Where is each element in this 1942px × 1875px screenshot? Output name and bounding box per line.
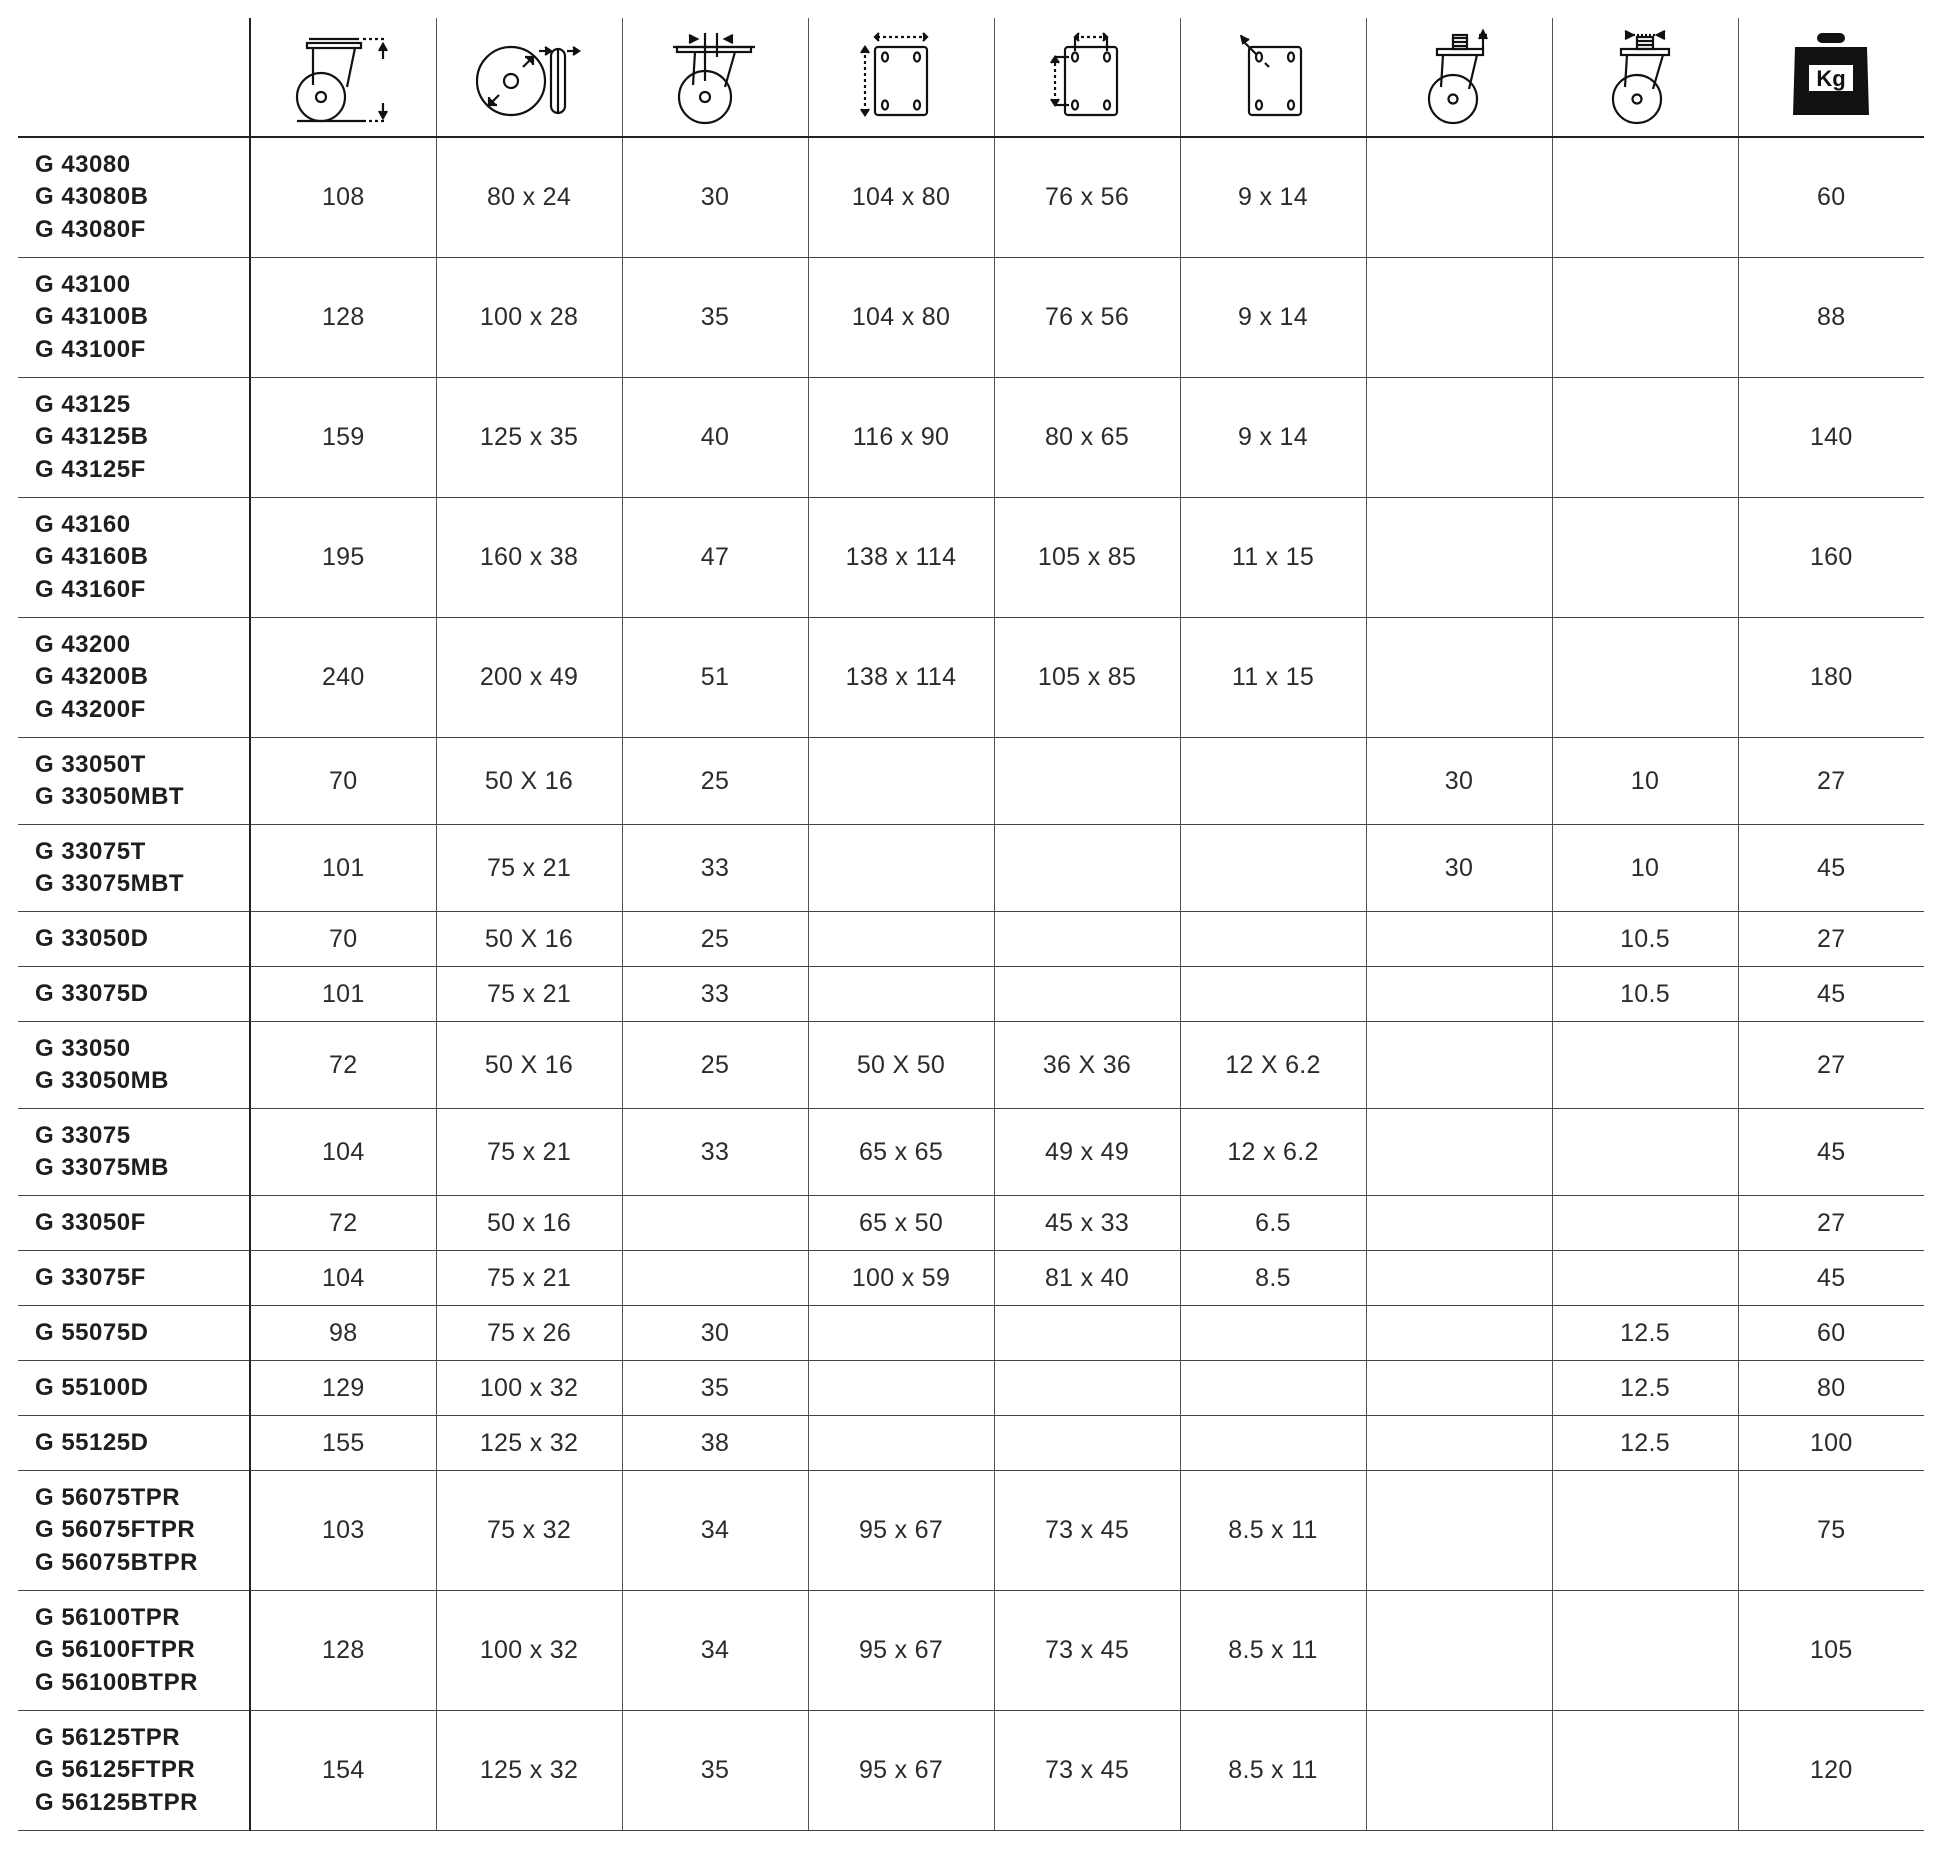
value-cell xyxy=(1366,912,1552,967)
model-code: G 33050 xyxy=(35,1034,131,1062)
value-cell: 35 xyxy=(622,1711,808,1831)
value-cell: 10 xyxy=(1552,738,1738,825)
value-cell: 75 x 32 xyxy=(436,1471,622,1591)
value-cell: 33 xyxy=(622,1109,808,1196)
model-code: G 33050MBT xyxy=(35,783,185,810)
value-cell xyxy=(1552,137,1738,258)
table-row xyxy=(18,912,1924,967)
header-col-stem-length xyxy=(1366,18,1552,137)
value-cell: 75 x 26 xyxy=(436,1306,622,1361)
value-cell: 100 x 32 xyxy=(436,1361,622,1416)
value-cell: 50 X 16 xyxy=(436,738,622,825)
threaded-stem-length-icon xyxy=(1399,27,1519,127)
value-cell: 30 xyxy=(622,1306,808,1361)
value-cell: 75 x 21 xyxy=(436,1109,622,1196)
value-cell: 40 xyxy=(622,378,808,498)
value-cell: 8.5 x 11 xyxy=(1180,1591,1366,1711)
value-cell xyxy=(1552,1711,1738,1831)
value-cell xyxy=(1552,498,1738,618)
value-cell xyxy=(1366,1022,1552,1109)
value-cell: 155 xyxy=(250,1416,436,1471)
model-code: G 43160 xyxy=(35,510,131,538)
table-row xyxy=(18,967,1924,1022)
bolt-hole-size-icon xyxy=(1213,27,1333,127)
value-cell: 47 xyxy=(622,498,808,618)
value-cell: 75 x 21 xyxy=(436,1251,622,1306)
model-code: G 43100B xyxy=(35,303,149,331)
model-code: G 55075D xyxy=(35,1318,149,1346)
value-cell: 45 x 33 xyxy=(994,1196,1180,1251)
model-code: G 43080 xyxy=(35,150,131,178)
value-cell: 35 xyxy=(622,258,808,378)
model-code: G 43200F xyxy=(35,695,146,723)
model-code: G 43160B xyxy=(35,543,149,571)
value-cell xyxy=(1366,1251,1552,1306)
value-cell: 100 x 59 xyxy=(808,1251,994,1306)
table-row xyxy=(18,1196,1924,1251)
value-cell: 95 x 67 xyxy=(808,1591,994,1711)
value-cell xyxy=(1552,1022,1738,1109)
model-code: G 55100D xyxy=(35,1373,149,1401)
value-cell xyxy=(808,1361,994,1416)
value-cell xyxy=(1366,137,1552,258)
value-cell: 160 xyxy=(1738,498,1924,618)
value-cell xyxy=(1552,1591,1738,1711)
model-code: G 33075 xyxy=(35,1121,131,1149)
value-cell: 195 xyxy=(250,498,436,618)
value-cell: 103 xyxy=(250,1471,436,1591)
value-cell xyxy=(994,1416,1180,1471)
value-cell: 104 x 80 xyxy=(808,137,994,258)
caster-overall-height-icon xyxy=(283,27,403,127)
value-cell xyxy=(808,967,994,1022)
table-row xyxy=(18,1361,1924,1416)
value-cell xyxy=(994,825,1180,912)
value-cell xyxy=(1366,1109,1552,1196)
value-cell xyxy=(1366,1361,1552,1416)
value-cell: 125 x 35 xyxy=(436,378,622,498)
value-cell: 8.5 x 11 xyxy=(1180,1711,1366,1831)
value-cell: 33 xyxy=(622,825,808,912)
table-row xyxy=(18,618,1924,738)
table-row xyxy=(18,1306,1924,1361)
value-cell: 80 x 24 xyxy=(436,137,622,258)
value-cell: 50 X 16 xyxy=(436,1022,622,1109)
table-row xyxy=(18,498,1924,618)
value-cell xyxy=(1552,258,1738,378)
model-cell xyxy=(18,1196,250,1251)
model-code: G 33050T xyxy=(35,750,146,778)
value-cell: 38 xyxy=(622,1416,808,1471)
value-cell: 76 x 56 xyxy=(994,258,1180,378)
value-cell: 45 xyxy=(1738,825,1924,912)
table-row xyxy=(18,1022,1924,1109)
value-cell xyxy=(994,738,1180,825)
model-cell xyxy=(18,1109,250,1196)
model-cell xyxy=(18,1471,250,1591)
value-cell: 30 xyxy=(622,137,808,258)
value-cell: 36 X 36 xyxy=(994,1022,1180,1109)
value-cell: 75 x 21 xyxy=(436,967,622,1022)
value-cell: 45 xyxy=(1738,1109,1924,1196)
value-cell: 10.5 xyxy=(1552,912,1738,967)
value-cell: 27 xyxy=(1738,738,1924,825)
value-cell: 12.5 xyxy=(1552,1361,1738,1416)
model-code: G 56075FTPR xyxy=(35,1516,196,1544)
model-code: G 33050D xyxy=(35,924,149,952)
value-cell: 104 xyxy=(250,1251,436,1306)
value-cell: 72 xyxy=(250,1022,436,1109)
value-cell xyxy=(1552,618,1738,738)
value-cell: 128 xyxy=(250,258,436,378)
model-cell xyxy=(18,1711,250,1831)
value-cell xyxy=(1180,912,1366,967)
model-code: G 56075BTPR xyxy=(35,1548,198,1576)
model-code: G 56100TPR xyxy=(35,1603,181,1631)
model-code: G 43125F xyxy=(35,455,146,483)
value-cell: 45 xyxy=(1738,1251,1924,1306)
model-cell xyxy=(18,967,250,1022)
stem-diameter-icon xyxy=(1585,27,1705,127)
model-code: G 43200 xyxy=(35,630,131,658)
value-cell: 100 x 32 xyxy=(436,1591,622,1711)
model-cell xyxy=(18,1591,250,1711)
header-col-top-plate xyxy=(808,18,994,137)
value-cell: 200 x 49 xyxy=(436,618,622,738)
value-cell: 70 xyxy=(250,912,436,967)
value-cell xyxy=(1366,498,1552,618)
value-cell: 100 xyxy=(1738,1416,1924,1471)
value-cell: 70 xyxy=(250,738,436,825)
bolt-hole-spacing-icon xyxy=(1027,27,1147,127)
value-cell: 159 xyxy=(250,378,436,498)
value-cell: 25 xyxy=(622,912,808,967)
value-cell: 60 xyxy=(1738,137,1924,258)
value-cell: 104 xyxy=(250,1109,436,1196)
value-cell xyxy=(1180,1361,1366,1416)
model-cell xyxy=(18,1022,250,1109)
value-cell xyxy=(1366,1196,1552,1251)
value-cell: 35 xyxy=(622,1361,808,1416)
value-cell: 116 x 90 xyxy=(808,378,994,498)
header-row xyxy=(18,18,1924,137)
table-row xyxy=(18,825,1924,912)
wheel-diameter-width-icon xyxy=(469,27,589,127)
value-cell: 105 x 85 xyxy=(994,498,1180,618)
value-cell: 140 xyxy=(1738,378,1924,498)
value-cell: 6.5 xyxy=(1180,1196,1366,1251)
value-cell: 105 x 85 xyxy=(994,618,1180,738)
model-code: G 56100BTPR xyxy=(35,1668,198,1696)
header-col-load-capacity xyxy=(1738,18,1924,137)
load-capacity-kg-icon xyxy=(1771,27,1891,127)
model-cell xyxy=(18,1306,250,1361)
value-cell: 45 xyxy=(1738,967,1924,1022)
value-cell: 27 xyxy=(1738,1196,1924,1251)
value-cell: 129 xyxy=(250,1361,436,1416)
model-cell xyxy=(18,498,250,618)
model-code: G 43100 xyxy=(35,270,131,298)
value-cell: 125 x 32 xyxy=(436,1416,622,1471)
value-cell: 105 xyxy=(1738,1591,1924,1711)
value-cell: 154 xyxy=(250,1711,436,1831)
value-cell: 125 x 32 xyxy=(436,1711,622,1831)
model-cell xyxy=(18,137,250,258)
model-code: G 33075D xyxy=(35,979,149,1007)
value-cell: 11 x 15 xyxy=(1180,618,1366,738)
value-cell: 104 x 80 xyxy=(808,258,994,378)
table-row xyxy=(18,1416,1924,1471)
model-cell xyxy=(18,618,250,738)
model-cell xyxy=(18,912,250,967)
model-code: G 33050MB xyxy=(35,1067,169,1094)
value-cell: 49 x 49 xyxy=(994,1109,1180,1196)
value-cell: 10 xyxy=(1552,825,1738,912)
value-cell: 27 xyxy=(1738,1022,1924,1109)
value-cell: 9 x 14 xyxy=(1180,378,1366,498)
value-cell: 108 xyxy=(250,137,436,258)
table-body xyxy=(18,137,1924,1831)
value-cell: 25 xyxy=(622,738,808,825)
value-cell: 65 x 50 xyxy=(808,1196,994,1251)
model-cell xyxy=(18,1361,250,1416)
value-cell: 50 X 16 xyxy=(436,912,622,967)
table-row xyxy=(18,1711,1924,1831)
value-cell: 95 x 67 xyxy=(808,1711,994,1831)
value-cell: 11 x 15 xyxy=(1180,498,1366,618)
value-cell: 9 x 14 xyxy=(1180,137,1366,258)
value-cell xyxy=(808,1416,994,1471)
value-cell: 30 xyxy=(1366,825,1552,912)
model-code: G 43100F xyxy=(35,335,146,363)
header-col-stem-diameter xyxy=(1552,18,1738,137)
value-cell xyxy=(1552,1251,1738,1306)
value-cell: 120 xyxy=(1738,1711,1924,1831)
value-cell: 50 X 50 xyxy=(808,1022,994,1109)
model-cell xyxy=(18,258,250,378)
value-cell: 138 x 114 xyxy=(808,498,994,618)
model-code: G 56125BTPR xyxy=(35,1788,198,1816)
model-cell xyxy=(18,1416,250,1471)
value-cell: 50 x 16 xyxy=(436,1196,622,1251)
model-code: G 55125D xyxy=(35,1428,149,1456)
value-cell xyxy=(808,825,994,912)
value-cell xyxy=(1366,1711,1552,1831)
value-cell xyxy=(808,738,994,825)
value-cell xyxy=(1366,967,1552,1022)
value-cell xyxy=(1180,1306,1366,1361)
value-cell: 9 x 14 xyxy=(1180,258,1366,378)
table-header xyxy=(18,18,1924,137)
value-cell xyxy=(994,912,1180,967)
value-cell: 65 x 65 xyxy=(808,1109,994,1196)
model-code: G 56125TPR xyxy=(35,1723,181,1751)
value-cell: 80 x 65 xyxy=(994,378,1180,498)
value-cell xyxy=(1366,1416,1552,1471)
model-code: G 33075F xyxy=(35,1263,146,1291)
value-cell: 72 xyxy=(250,1196,436,1251)
table-row xyxy=(18,258,1924,378)
value-cell: 34 xyxy=(622,1591,808,1711)
value-cell xyxy=(1552,378,1738,498)
value-cell: 101 xyxy=(250,967,436,1022)
value-cell xyxy=(808,1306,994,1361)
value-cell: 160 x 38 xyxy=(436,498,622,618)
value-cell: 138 x 114 xyxy=(808,618,994,738)
value-cell xyxy=(1366,618,1552,738)
table-row xyxy=(18,137,1924,258)
value-cell: 10.5 xyxy=(1552,967,1738,1022)
model-code: G 43125B xyxy=(35,423,149,451)
value-cell xyxy=(994,967,1180,1022)
table-row xyxy=(18,1471,1924,1591)
value-cell: 30 xyxy=(1366,738,1552,825)
model-code: G 33050F xyxy=(35,1208,146,1236)
value-cell: 73 x 45 xyxy=(994,1471,1180,1591)
header-col-offset xyxy=(622,18,808,137)
value-cell: 180 xyxy=(1738,618,1924,738)
value-cell: 76 x 56 xyxy=(994,137,1180,258)
value-cell: 25 xyxy=(622,1022,808,1109)
model-code: G 33075MB xyxy=(35,1154,169,1181)
value-cell: 88 xyxy=(1738,258,1924,378)
value-cell xyxy=(1366,258,1552,378)
value-cell xyxy=(1180,738,1366,825)
model-code: G 56125FTPR xyxy=(35,1756,196,1784)
table-row xyxy=(18,1109,1924,1196)
value-cell: 12.5 xyxy=(1552,1416,1738,1471)
value-cell: 8.5 xyxy=(1180,1251,1366,1306)
header-col-overall-height xyxy=(250,18,436,137)
value-cell: 12 x 6.2 xyxy=(1180,1109,1366,1196)
wheel-offset-icon xyxy=(655,27,775,127)
value-cell: 73 x 45 xyxy=(994,1591,1180,1711)
value-cell xyxy=(622,1251,808,1306)
value-cell xyxy=(808,912,994,967)
value-cell: 100 x 28 xyxy=(436,258,622,378)
model-code: G 33075MBT xyxy=(35,870,185,897)
model-cell xyxy=(18,378,250,498)
model-code: G 56075TPR xyxy=(35,1483,181,1511)
table-row xyxy=(18,378,1924,498)
value-cell xyxy=(1552,1471,1738,1591)
value-cell: 95 x 67 xyxy=(808,1471,994,1591)
value-cell xyxy=(1366,1306,1552,1361)
value-cell xyxy=(1180,825,1366,912)
model-code: G 56100FTPR xyxy=(35,1636,196,1664)
model-code: G 43125 xyxy=(35,390,131,418)
value-cell xyxy=(1366,1591,1552,1711)
value-cell: 33 xyxy=(622,967,808,1022)
model-cell xyxy=(18,1251,250,1306)
value-cell xyxy=(622,1196,808,1251)
value-cell xyxy=(1552,1109,1738,1196)
value-cell: 12 X 6.2 xyxy=(1180,1022,1366,1109)
value-cell: 240 xyxy=(250,618,436,738)
value-cell: 101 xyxy=(250,825,436,912)
value-cell: 60 xyxy=(1738,1306,1924,1361)
model-code: G 43080B xyxy=(35,183,149,211)
header-col-bolt-spacing xyxy=(994,18,1180,137)
value-cell: 81 x 40 xyxy=(994,1251,1180,1306)
value-cell xyxy=(1366,1471,1552,1591)
value-cell: 34 xyxy=(622,1471,808,1591)
model-code: G 33075T xyxy=(35,837,146,865)
header-model-cell xyxy=(18,18,250,137)
value-cell: 12.5 xyxy=(1552,1306,1738,1361)
model-cell xyxy=(18,738,250,825)
model-code: G 43160F xyxy=(35,575,146,603)
table-row xyxy=(18,738,1924,825)
table-row xyxy=(18,1251,1924,1306)
spec-table xyxy=(18,18,1924,1831)
value-cell: 8.5 x 11 xyxy=(1180,1471,1366,1591)
value-cell xyxy=(1552,1196,1738,1251)
value-cell: 128 xyxy=(250,1591,436,1711)
model-code: G 43200B xyxy=(35,663,149,691)
value-cell: 51 xyxy=(622,618,808,738)
header-col-bolt-size xyxy=(1180,18,1366,137)
value-cell xyxy=(994,1306,1180,1361)
value-cell xyxy=(994,1361,1180,1416)
value-cell xyxy=(1180,1416,1366,1471)
header-col-wheel-size xyxy=(436,18,622,137)
value-cell: 98 xyxy=(250,1306,436,1361)
value-cell xyxy=(1366,378,1552,498)
model-cell xyxy=(18,825,250,912)
value-cell: 80 xyxy=(1738,1361,1924,1416)
value-cell: 73 x 45 xyxy=(994,1711,1180,1831)
model-code: G 43080F xyxy=(35,215,146,243)
value-cell xyxy=(1180,967,1366,1022)
table-row xyxy=(18,1591,1924,1711)
value-cell: 75 x 21 xyxy=(436,825,622,912)
top-plate-size-icon xyxy=(841,27,961,127)
kg-label: Kg xyxy=(1816,66,1846,91)
value-cell: 75 xyxy=(1738,1471,1924,1591)
value-cell: 27 xyxy=(1738,912,1924,967)
